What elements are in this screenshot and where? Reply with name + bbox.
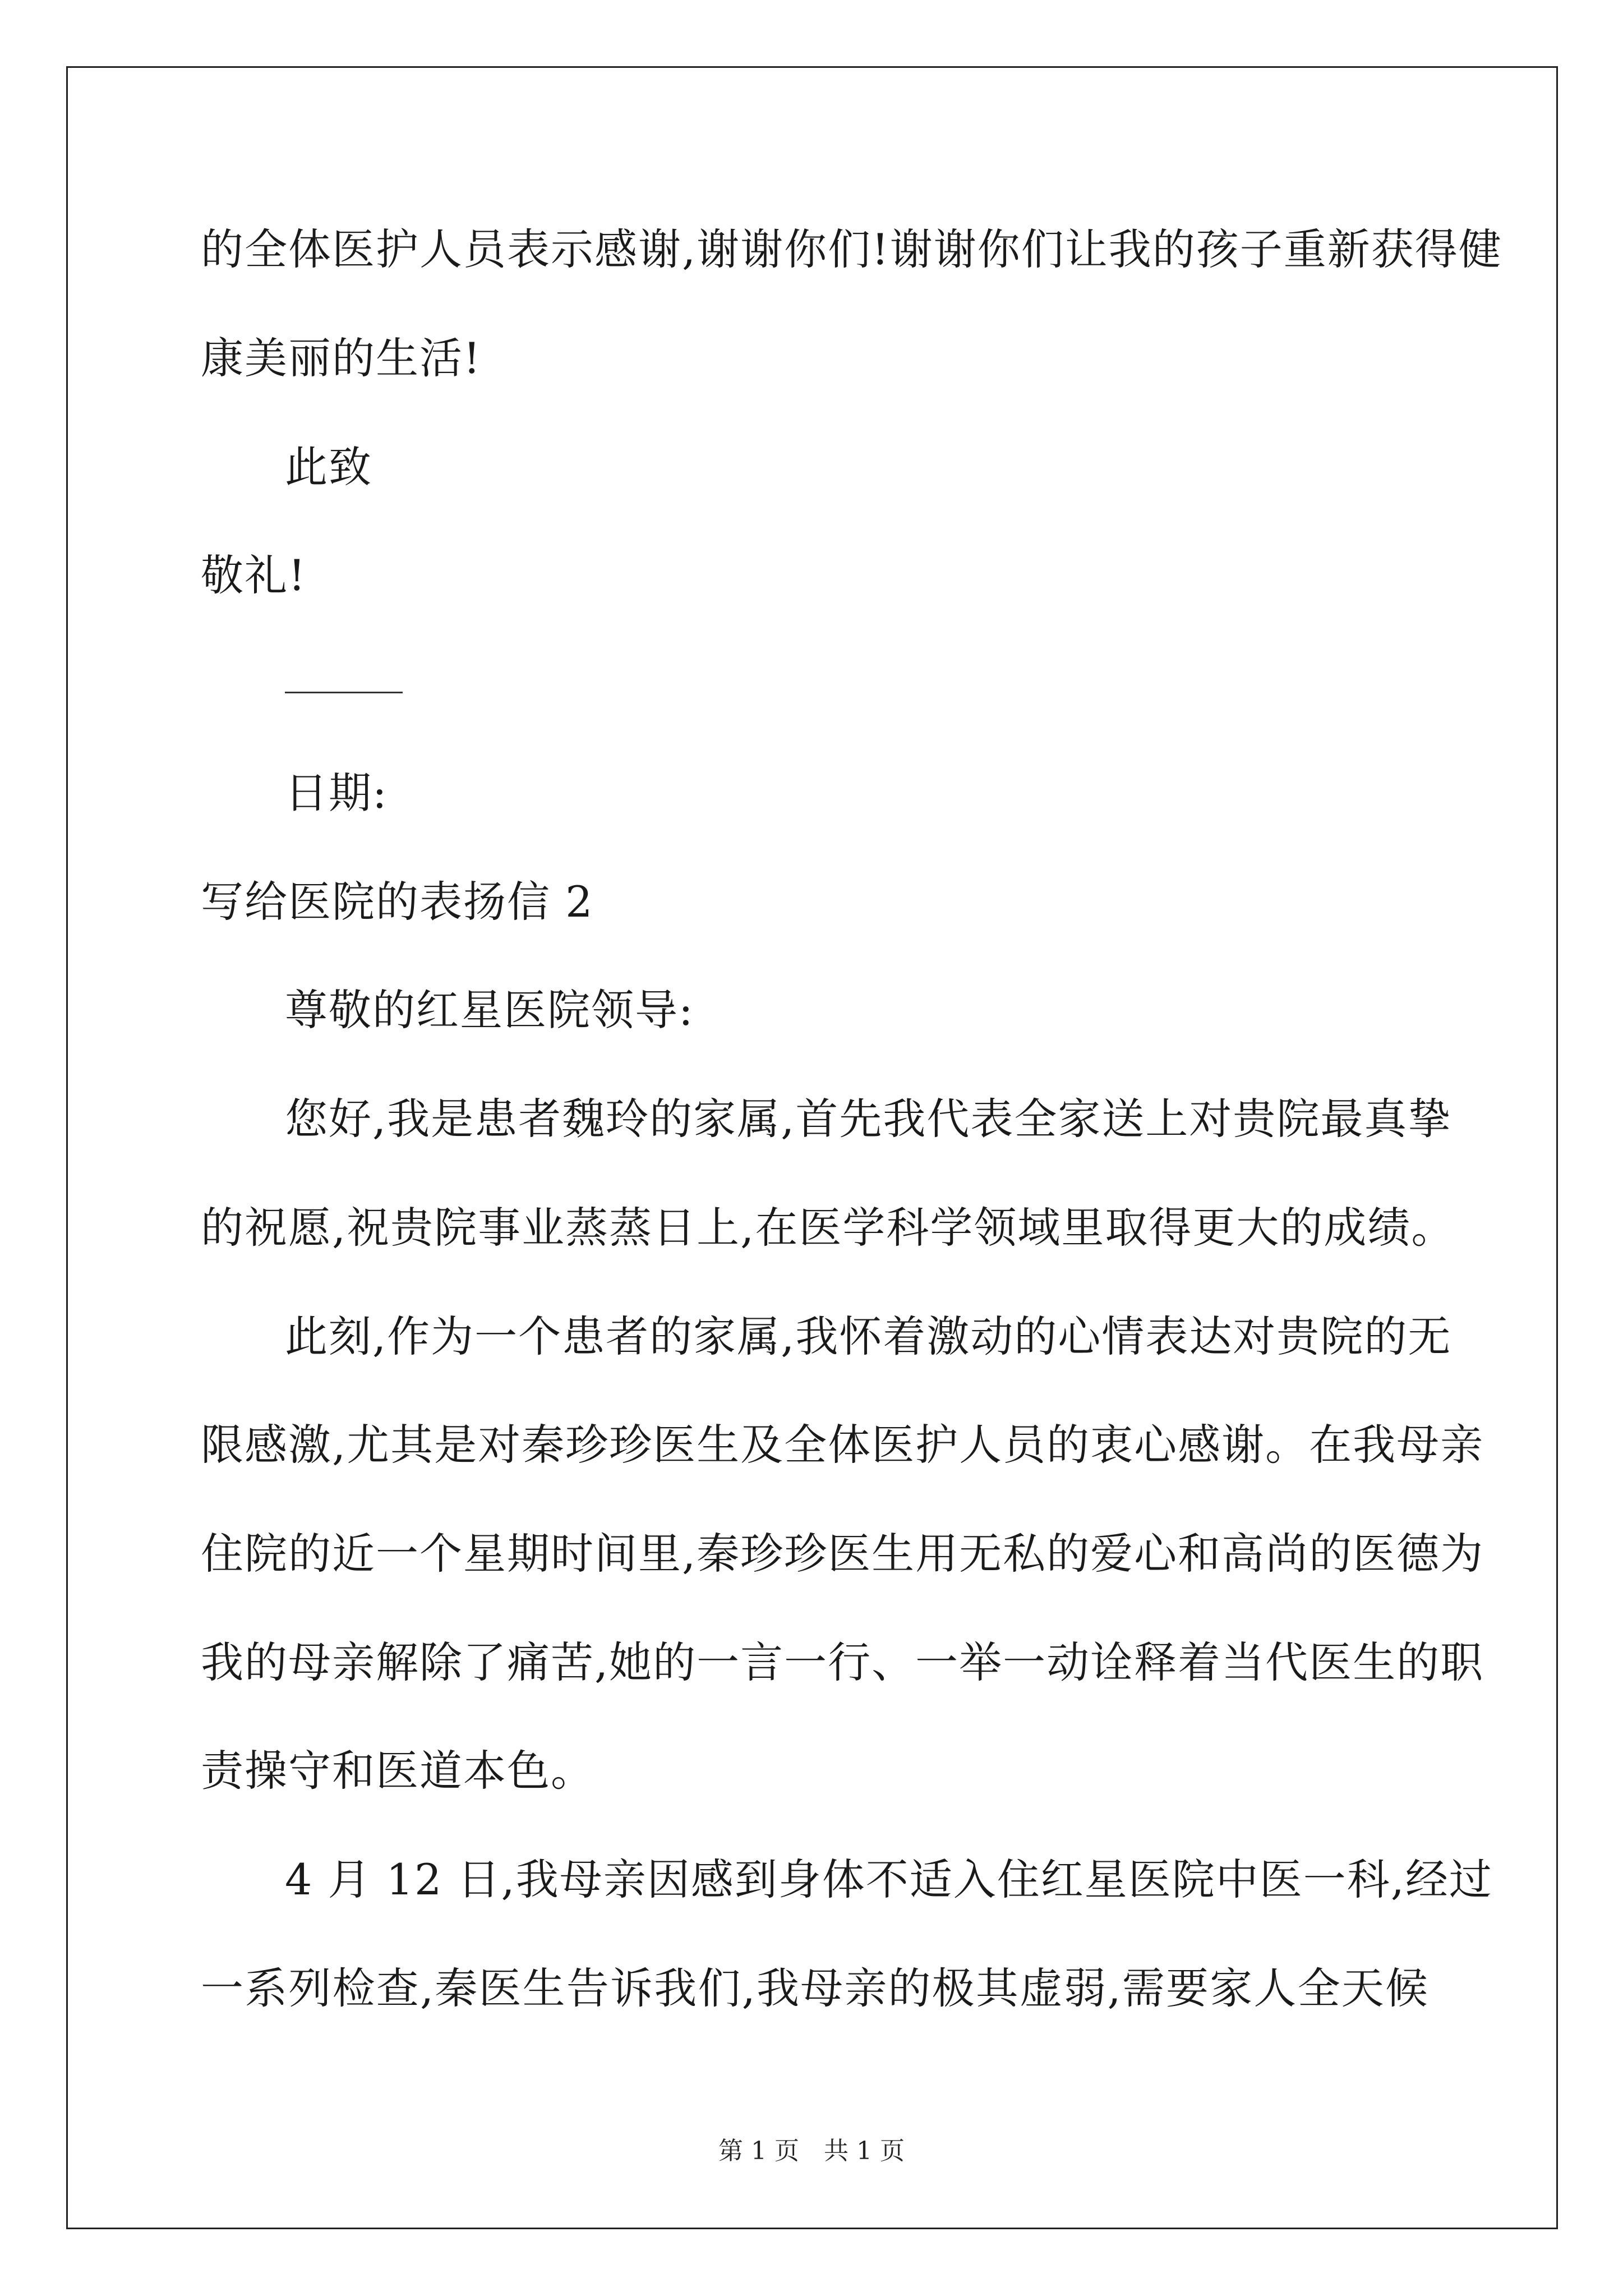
body-line: 住院的近一个星期时间里,秦珍珍医生用无私的爱心和高尚的医德为 [201, 1529, 1484, 1579]
page-footer [0, 2134, 1623, 2168]
closing-salutation: 此致 [285, 442, 372, 492]
body-line: 您好,我是患者魏玲的家属,首先我代表全家送上对贵院最真挚 [285, 1094, 1452, 1144]
body-line: 的祝愿,祝贵院事业蒸蒸日上,在医学科学领域里取得更大的成绩。 [201, 1203, 1455, 1253]
page-number: 第 1 页 [718, 2137, 799, 2165]
page-total: 共 1 页 [824, 2137, 905, 2165]
signature-line [285, 692, 403, 693]
body-line: 限感激,尤其是对秦珍珍医生及全体医护人员的衷心感谢。在我母亲 [201, 1420, 1484, 1470]
body-line: 康美丽的生活! [201, 333, 482, 383]
body-line: 我的母亲解除了痛苦,她的一言一行、一举一动诠释着当代医生的职 [201, 1637, 1484, 1687]
body-line: 4 月 12 日,我母亲因感到身体不适入住红星医院中医一科,经过 [285, 1855, 1493, 1904]
date-label: 日期: [285, 768, 388, 818]
closing-regards: 敬礼! [201, 550, 307, 600]
body-line: 一系列检查,秦医生告诉我们,我母亲的极其虚弱,需要家人全天候 [201, 1963, 1429, 2013]
letter-salutation: 尊敬的红星医院领导: [285, 985, 694, 1035]
body-line: 的全体医护人员表示感谢,谢谢你们!谢谢你们让我的孩子重新获得健 [201, 224, 1502, 274]
section-title: 写给医院的表扬信 2 [201, 877, 594, 927]
body-line: 此刻,作为一个患者的家属,我怀着激动的心情表达对贵院的无 [285, 1312, 1452, 1361]
body-line: 责操守和医道本色。 [201, 1746, 594, 1796]
